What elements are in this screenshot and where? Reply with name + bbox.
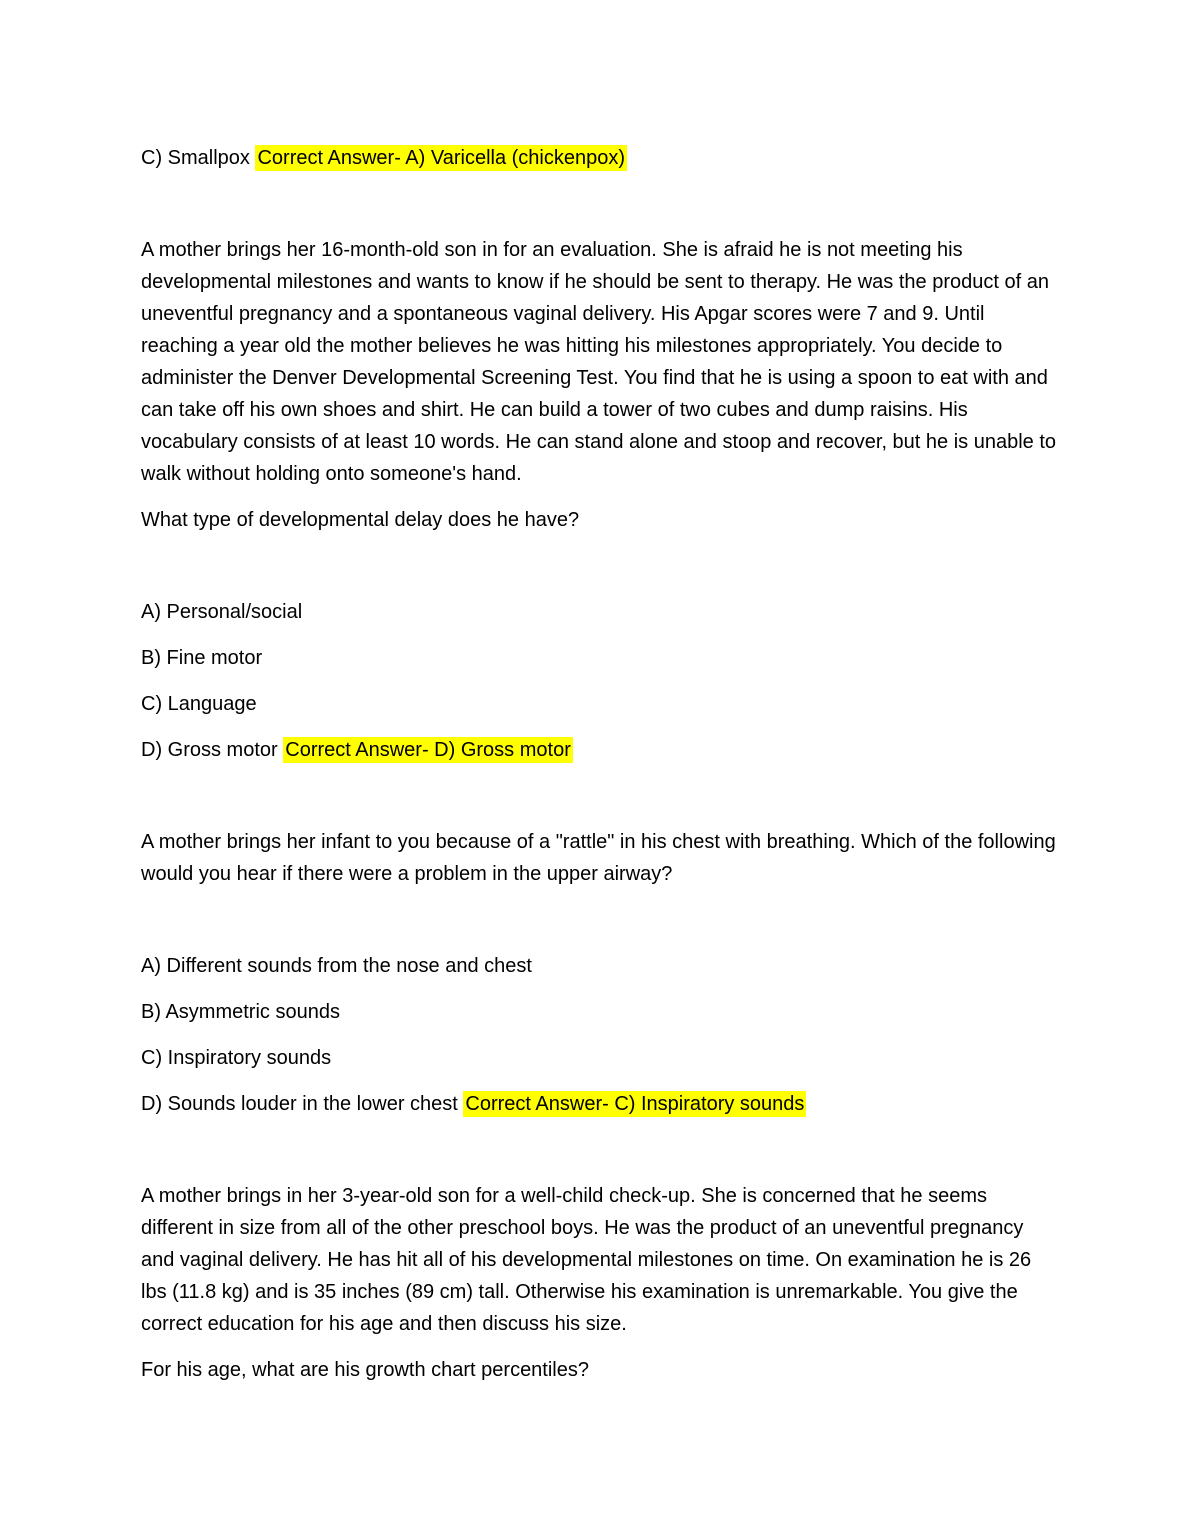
vignette-well-child-checkup: A mother brings in her 3-year-old son for a well-child check-up. She is concerned that he seems different in size from all of the other preschool boys. He was the product of an uneventful pregnancy and vaginal delivery. He has hit all of his developmental milestones on time. On examination he is 26 lbs (11.8 kg) and is 35 inches (89 cm) tall. Otherwise his examination is unremarkable. You give the correct education for his age and then discuss his size. bbox=[141, 1185, 1032, 1335]
highlighted-correct-answer-gross-motor: Correct Answer- D) Gross motor bbox=[285, 739, 571, 761]
blank-line bbox=[141, 780, 1060, 826]
option-fine-motor bbox=[141, 642, 1060, 674]
option-text: A) Different sounds from the nose and chest bbox=[141, 955, 532, 977]
option-asymmetric-sounds bbox=[141, 996, 1060, 1028]
option-gross-motor bbox=[141, 734, 1060, 766]
option-text: D) Sounds louder in the lower chest bbox=[141, 1093, 464, 1115]
vignette-upper-airway: A mother brings her infant to you because of a "rattle" in his chest with breathing. Which of the following would you hear if there were a problem in the upper airway? bbox=[141, 831, 1056, 885]
option-lower-chest bbox=[141, 1088, 1060, 1120]
option-text: B) Fine motor bbox=[141, 647, 263, 669]
previous-option-text: C) Smallpox bbox=[141, 147, 256, 169]
previous-answer-line bbox=[141, 142, 1060, 174]
option-text: A) Personal/social bbox=[141, 601, 303, 623]
blank-line bbox=[141, 550, 1060, 596]
blank-line bbox=[141, 1134, 1060, 1180]
blank-line bbox=[141, 904, 1060, 950]
question-developmental-delay: What type of developmental delay does he have? bbox=[141, 509, 580, 531]
option-text: D) Gross motor bbox=[141, 739, 284, 761]
highlighted-correct-answer-inspiratory: Correct Answer- C) Inspiratory sounds bbox=[465, 1093, 805, 1115]
option-different-sounds bbox=[141, 950, 1060, 982]
highlighted-correct-answer-varicella: Correct Answer- A) Varicella (chickenpox) bbox=[257, 147, 626, 169]
option-text: C) Inspiratory sounds bbox=[141, 1047, 332, 1069]
option-text: B) Asymmetric sounds bbox=[141, 1001, 340, 1023]
blank-line bbox=[141, 188, 1060, 234]
option-personal-social bbox=[141, 596, 1060, 628]
question-growth-percentiles: For his age, what are his growth chart percentiles? bbox=[141, 1359, 589, 1381]
option-text: C) Language bbox=[141, 693, 257, 715]
vignette-developmental-delay: A mother brings her 16-month-old son in for an evaluation. She is afraid he is not meeting his developmental milestones and wants to know if he should be sent to therapy. He was the product of an uneventful pregnancy and a spontaneous vaginal delivery. His Apgar scores were 7 and 9. Until reaching a year old the mother believes he was hitting his milestones appropriately. You decide to administer the Denver Developmental Screening Test. You find that he is using a spoon to eat with and can take off his own shoes and shirt. He can build a tower of two cubes and dump raisins. His vocabulary consists of at least 10 words. He can stand alone and stoop and recover, but he is unable to walk without holding onto someone's hand. bbox=[141, 239, 1057, 485]
option-inspiratory-sounds bbox=[141, 1042, 1060, 1074]
option-language bbox=[141, 688, 1060, 720]
